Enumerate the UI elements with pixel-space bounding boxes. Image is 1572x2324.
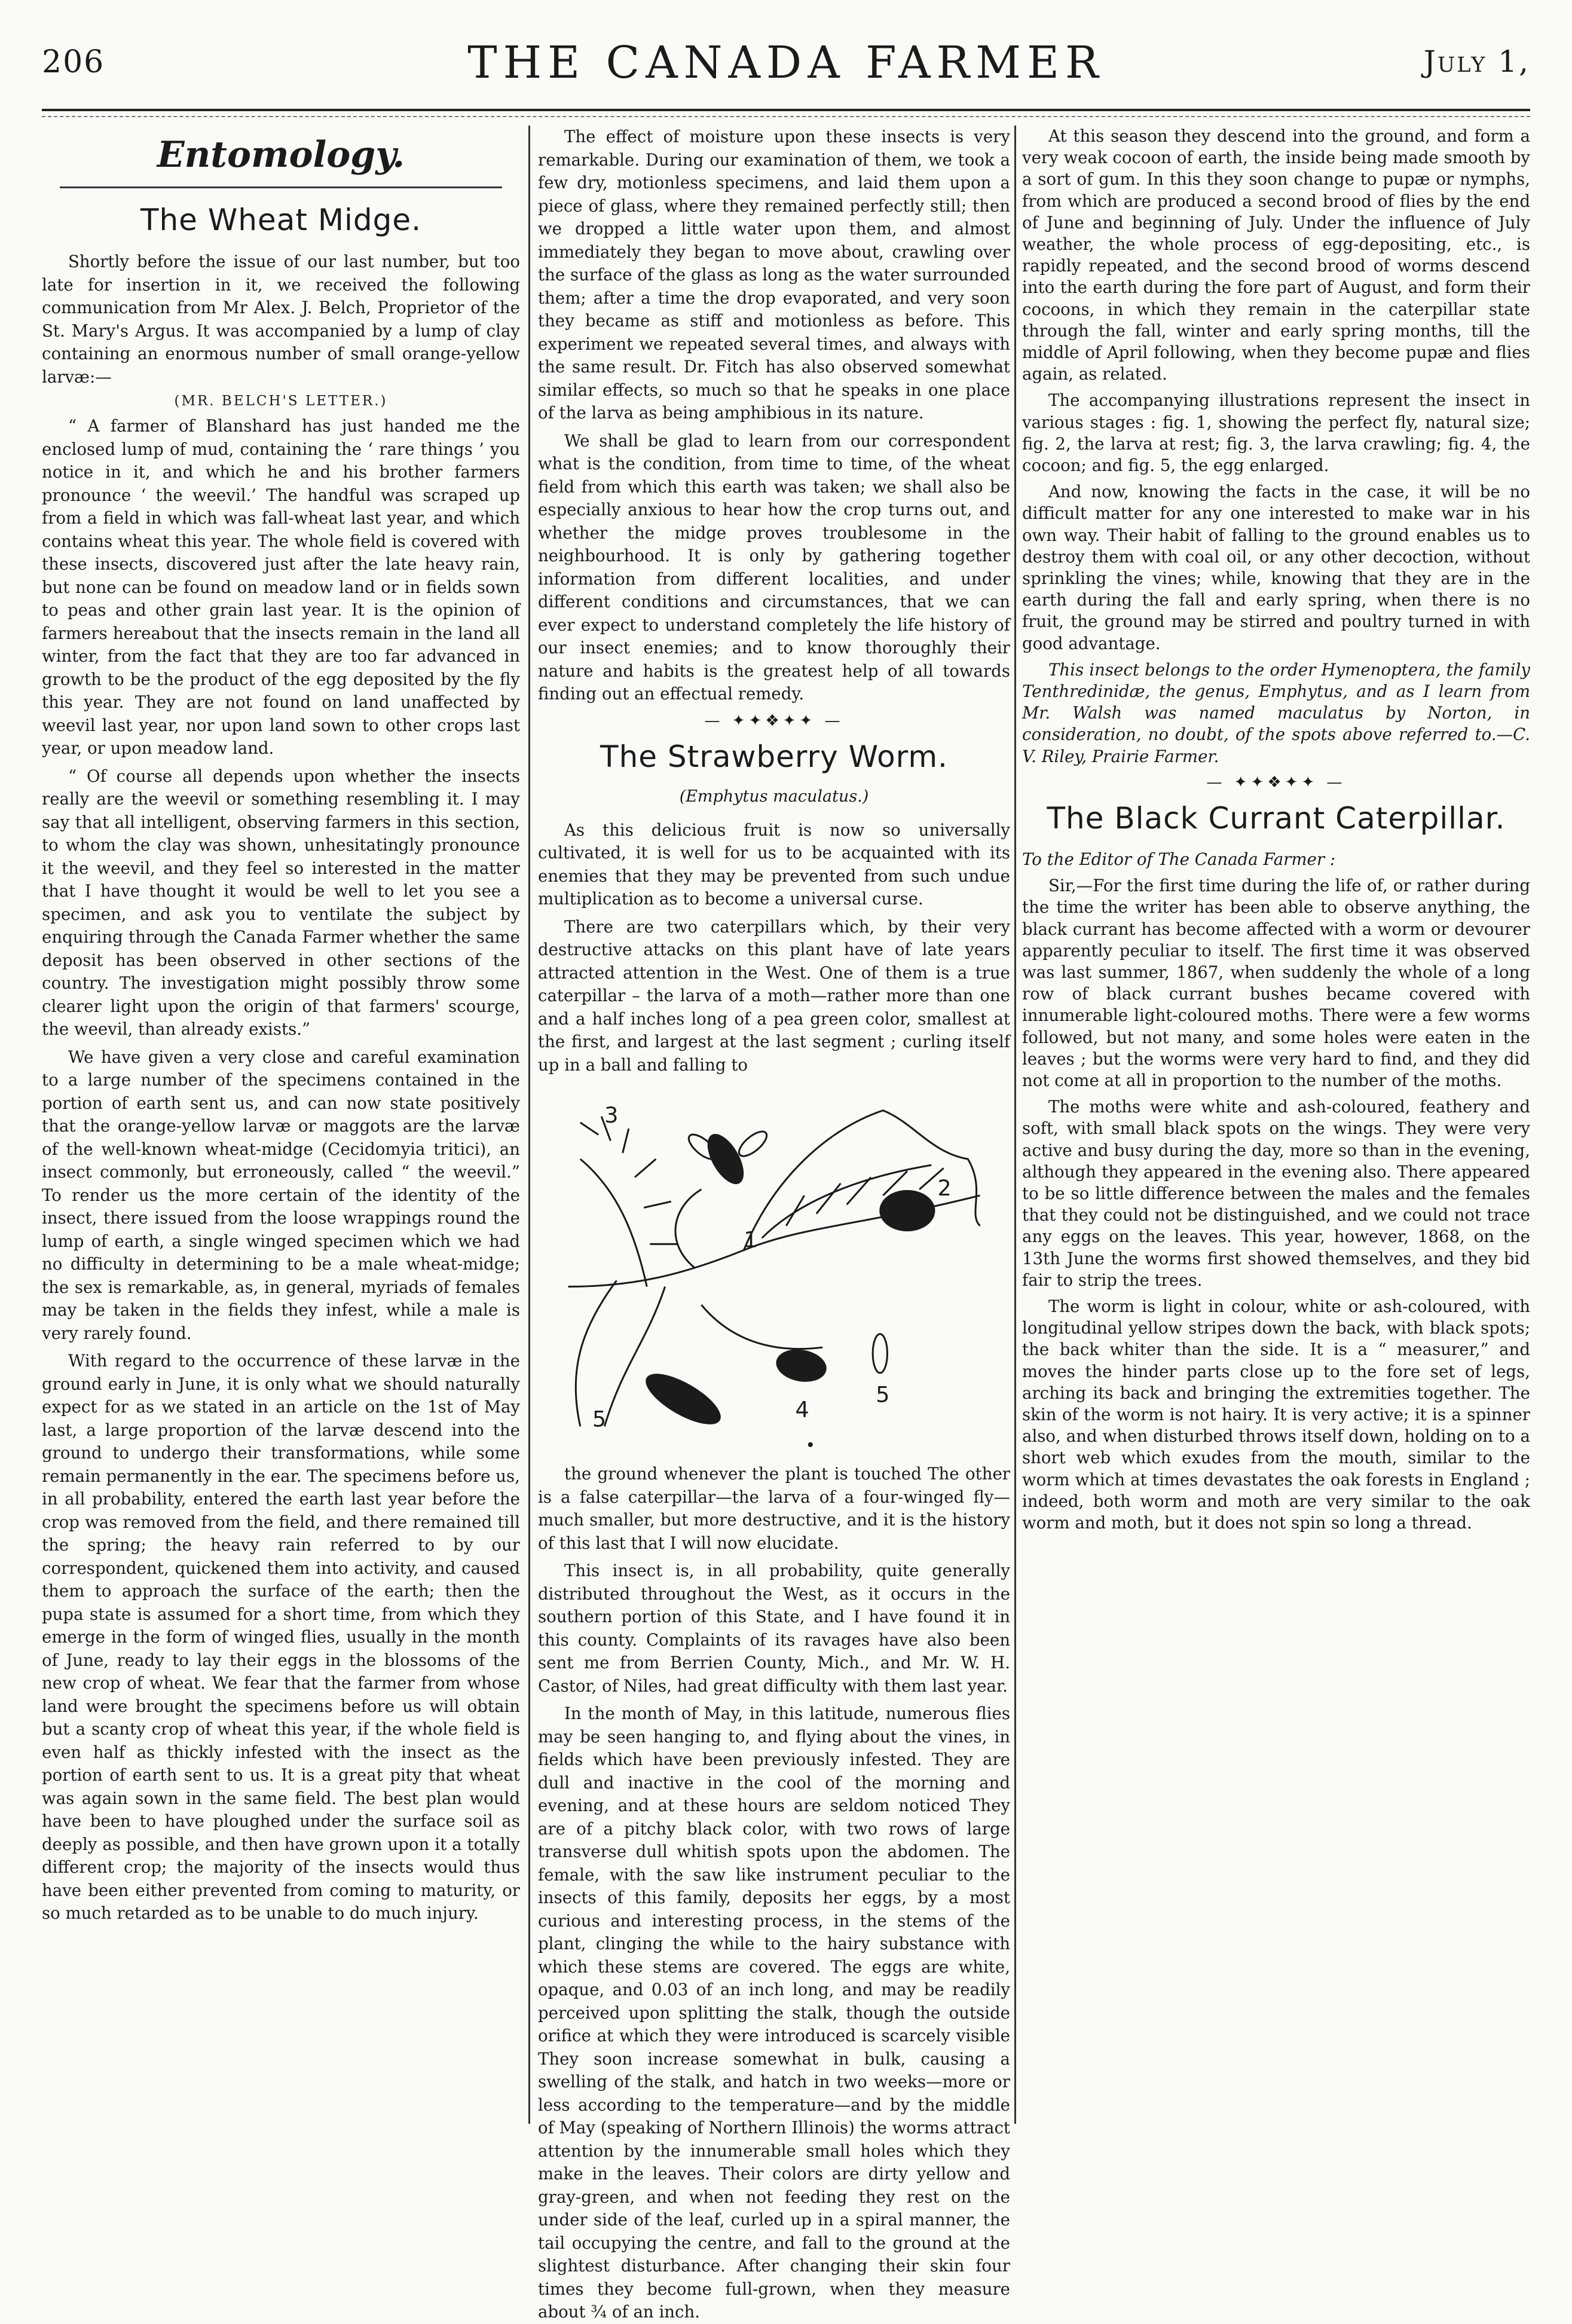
article-paragraph: At this season they descend into the ground, and form a very weak cocoon of earth, the inside being made smooth by a sort of gum. In this they soon change to pupæ or nymphs, from which are produced a second brood of flies by the end of June and beginning of July. Under the influence of July weather, the whole process of egg-depositing, etc., is rapidly repeated, and the second brood of worms descend into the earth during the fore part of August, and form their cocoons, in which they remain in the caterpillar state through the fall, winter and early spring months, till the middle of April following, when they become pupæ and flies again, as related. [1022,126,1530,384]
species-name: (Emphytus maculatus.) [679,787,869,806]
article-paragraph: The moths were white and ash-coloured, feathery and soft, with small black spots on the wings. They were very active and busy during the day, more so than in the evening, although they appeared in the evening also. There appeared to be so little difference between the males and the females that they could not be distinguished, and we could not trace any eggs on the leaves. This year, however, 1868, on the 13th June the worms first showed themselves, and they bid fair to strip the trees. [1022,1097,1530,1290]
article-paragraph: Sir,—For the first time during the life of, or rather during the time the writer has been able to observe anything, the black currant has become affected with a worm or devourer apparently peculiar to itself. The first time it was observed was last summer, 1867, when suddenly the whole of a long row of black currant bushes became covered with innumerable light-coloured moths. There were a few worms followed, but not many, and some holes were eaten in the leaves ; but the worms were very hard to find, and they did not come at all in proportion to the number of the moths. [1022,876,1530,1090]
column-divider [1014,126,1016,2124]
page-number: 206 [42,44,105,80]
article-paragraph: This insect belongs to the order Hymenoptera, the family Tenthredinidæ, the genus, Emphytus, and as I learn from Mr. Walsh was named maculatus by Norton, in consideration, no doubt, of the spots above referred to.—C. V. Riley, Prairie Farmer. [1022,659,1530,766]
figure-label: 5 [876,1381,890,1408]
column-divider [528,126,530,2124]
figure-label: 2 [937,1175,952,1201]
article-paragraph: As this delicious fruit is now so universally cultivated, it is well for us to be acquainted with its enemies that they may be prevented from such undue multiplication as to become a universal curse. [538,819,1010,909]
article-paragraph: This insect is, in all probability, quite generally distributed throughout the West, as it occurs in the southern portion of this State, and I have found it in this county. Complaints of its ravages have also been sent me from Berrien County, Mich., and Mr. W. H. Castor, of Niles, had great difficulty with them last year. [538,1561,1010,1696]
column-3 [1022,126,1530,2124]
article-paragraph: “ Of course all depends upon whether the insects really are the weevil or something resembling it. I may say that all intelligent, observing farmers in this section, to whom the clay was shown, unhesitatingly pronounce it the weevil, and they feel so interested in the matter that I have thought it would be well to let you see a specimen, and ask you to ventilate the subject by enquiring through the Canada Farmer whether the same deposit has been observed in other sections of the country. The investigation might possibly throw some clearer light upon the origin of that farmers' scourge, the weevil, than already exists.” [42,766,520,1039]
letter-heading: (MR. BELCH'S LETTER.) [174,393,388,409]
masthead [42,37,1530,103]
article-paragraph: In the month of May, in this latitude, numerous flies may be seen hanging to, and flying about the vines, in fields which have been previously infested. They are dull and inactive in the cool of the morning and evening, and at these hours are seldom noticed They are of a pitchy black color, with two rows of large transverse dull whitish spots upon the abdomen. The female, with the saw like instrument peculiar to the insects of this family, deposits her eggs, by a most curious and interesting process, in the stems of the plant, clinging the while to the hairy substance with which these stems are covered. The eggs are white, opaque, and 0.03 of an inch long, and may be readily perceived upon splitting the stalk, though the outside orifice at which they were introduced is scarcely visible They soon increase somewhat in bulk, causing a swelling of the stalk, and hatch in two weeks—more or less according to the temperature—and by the middle of May (speaking of Northern Illinois) the worms attract attention by the innumerable small holes which they make in the leaves. Their colors are dirty yellow and gray-green, and when not feeding they rest on the under side of the leaf, curled up in a spiral manner, the tail occupying the centre, and fall to the ground at the slightest disturbance. After changing their skin four times they become full-grown, when they measure about ¾ of an inch. [538,1704,1010,2322]
figure-label: 5 [592,1406,607,1432]
figure-label: 3 [604,1102,619,1129]
article-paragraph: And now, knowing the facts in the case, it will be no difficult matter for any one interested to make war in his own way. Their habit of falling to the ground enables us to destroy them with coal oil, or any other decoction, without sprinkling the vines; while, knowing that they are in the earth during the fall and early spring, when there is no fruit, the ground may be stirred and poultry turned in with good advantage. [1022,482,1530,653]
article-paragraph: We shall be glad to learn from our correspondent what is the condition, from time to time, of the wheat field from which this earth was taken; we shall also be especially anxious to hear how the crop turns out, and whether the midge proves troublesome in the neighbourhood. It is only by gathering together information from different localities, and under different conditions and circumstances, that we can ever expect to understand completely the life history of our insect enemies; and to know thoroughly their nature and habits is the greatest help of all towards finding out an effectual remedy. [538,430,1010,704]
strawberry-worm-illustration [544,1086,1004,1451]
ornament-divider: — ✦✦❖✦✦ — [704,711,844,730]
article-paragraph: the ground whenever the plant is touched The other is a false caterpillar—the larva of a four-winged fly—much smaller, but more destructive, and it is the history of this last that I will now elucidate. [538,1464,1010,1553]
figure-label: 1 [744,1227,758,1253]
article-paragraph: The accompanying illustrations represent the insect in various stages : fig. 1, showing the perfect fly, natural size; fig. 2, the larva at rest; fig. 3, the larva crawling; fig. 4, the cocoon; and fig. 5, the egg enlarged. [1022,390,1530,476]
article-title-strawberry-worm: The Strawberry Worm. [600,739,948,774]
column-2 [538,126,1010,2322]
article-paragraph: The effect of moisture upon these insects is very remarkable. During our examination of them, we took a few dry, motionless specimens, and laid them upon a piece of glass, where they remained perfectly still; then we dropped a little water upon them, and almost immediately they began to move about, crawling over the surface of the glass as long as the water surrounded them; after a time the drop evaporated, and very soon they became as stiff and motionless as before. This experiment we repeated several times, and always with the same result. Dr. Fitch has also observed somewhat similar effects, so much so that he speaks in one place of the larva as being amphibious in its nature. [538,127,1010,423]
section-separator [60,186,502,188]
article-paragraph: “ A farmer of Blanshard has just handed me the enclosed lump of mud, containing the ‘ rare things ’ you notice in it, and which he and his brother farmers pronounce ‘ the weevil.’ The handful was scraped up from a field in which was fall-wheat last year, and which contains wheat this year. The whole field is covered with these insects, discovered just after the late heavy rain, but none can be found on meadow land or in fields sown to peas and other grain last year. It is the opinion of farmers hereabout that the insects remain in the land all winter, from the fact that they are too far advanced in growth to be the product of the egg deposited by the fly this year. They are not found on land unaffected by weevil last year, nor upon land sown to other crops last year, or upon meadow land. [42,416,520,758]
letter-salutation: To the Editor of The Canada Farmer : [1022,849,1336,869]
section-label: Entomology. [157,134,405,176]
masthead-rule-dashed [42,116,1530,117]
figure-label: 4 [795,1397,809,1423]
article-intro: Shortly before the issue of our last number, but too late for insertion in it, we received the following communication from Mr Alex. J. Belch, Proprietor of the St. Mary's Argus. It was accompanied by a lump of clay containing an enormous number of small orange-yellow larvæ:— [42,252,520,387]
ornament-divider: — ✦✦❖✦✦ — [1206,773,1346,791]
article-paragraph: We have given a very close and careful examination to a large number of the specimens contained in the portion of earth sent us, and can now state positively that the orange-yellow larvæ or maggots are the larvæ of the well-known wheat-midge (Cecidomyia tritici), an insect commonly, but erroneously, called “ the weevil.” To render us the more certain of the identity of the insect, there issued from the loose wrappings round the lump of earth, a single winged specimen which we had no difficulty in determining to be a male wheat-midge; the sex is remarkable, as, in general, myriads of females may be taken in the fields they infest, while a male is very rarely found. [42,1047,520,1343]
illustration-svg [544,1086,1004,1451]
newspaper-title: THE CANADA FARMER [467,37,1105,88]
article-paragraph: The worm is light in colour, white or ash-coloured, with longitudinal yellow stripes down the back, with black spots; the back whiter than the side. It is a “ measurer,” and moves the hinder parts close up to the fore set of legs, arching its back and bringing the extremities together. The skin of the worm is not hairy. It is very active; it is a spinner also, and when disturbed throws itself down, holding on to a short web which exudes from the mouth, similar to the worm which at times devastates the oak forests in England ; indeed, both worm and moth are very similar to the oak worm and moth, but it does not spin so long a thread. [1022,1296,1530,1533]
issue-date: July 1, [1423,44,1530,79]
article-paragraph: There are two caterpillars which, by their very destructive attacks on this plant have of late years attracted attention in the West. One of them is a true caterpillar – the larva of a moth—rather more than one and a half inches long of a pea green color, smallest at the first, and largest at the last segment ; curling itself up in a ball and falling to [538,916,1010,1075]
masthead-rule [42,109,1530,111]
article-title-wheat-midge: The Wheat Midge. [140,203,422,237]
column-1 [42,126,520,2124]
article-paragraph: With regard to the occurrence of these larvæ in the ground early in June, it is only what we should naturally expect for as we stated in an article on the 1st of May last, a large proportion of the larvæ descend into the ground to undergo their transformations, while some remain permanently in the ear. The specimens before us, in all probability, entered the earth last year before the crop was removed from the field, and there remained till the spring; the heavy rain referred to by our correspondent, quickened them into activity, and caused them to approach the surface of the earth; then the pupa state is assumed for a short time, from which they emerge in the form of winged flies, usually in the month of June, ready to lay their eggs in the blossoms of the new crop of wheat. We fear that the farmer from whose land were brought the specimens before us will obtain but a scanty crop of wheat this year, if the whole field is even half as thickly infested with the insect as the portion of earth sent to us. It is a great pity that wheat was again sown in the same field. The best plan would have been to have ploughed under the surface soil as deeply as possible, and then have grown upon it a totally different crop; the majority of the insects would thus have been either prevented from coming to maturity, or so much retarded as to be unable to do much injury. [42,1351,520,1923]
article-title-black-currant: The Black Currant Caterpillar. [1047,800,1506,836]
